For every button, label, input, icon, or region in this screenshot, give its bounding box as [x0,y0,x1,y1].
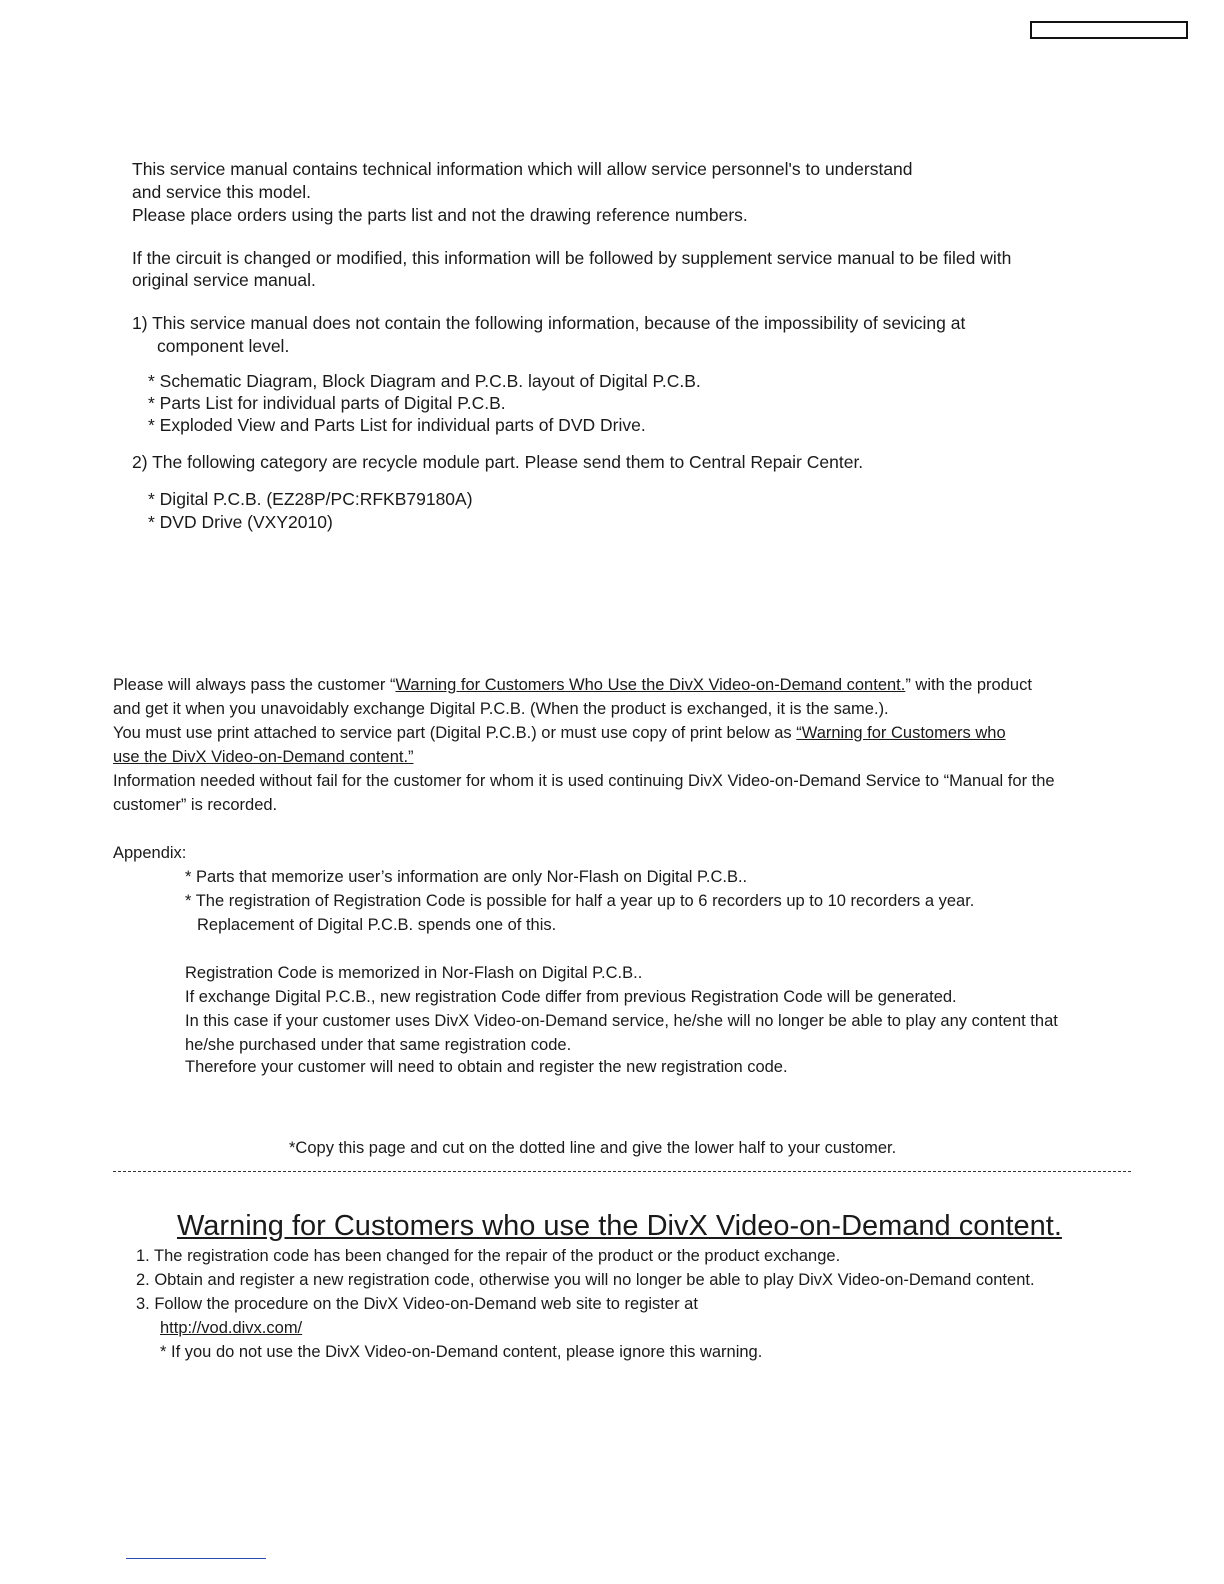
appendix-heading: Appendix: [113,844,187,862]
appendix-bullet-continuation: Replacement of Digital P.C.B. spends one of this. [197,916,557,934]
intro-line-5: original service manual. [132,270,316,290]
warning-note: * If you do not use the DivX Video-on-Demand content, please ignore this warning. [160,1343,763,1361]
notice-line-6: customer” is recorded. [113,796,278,814]
warning-item: 1. The registration code has been changed for the repair of the product or the product exchange. [136,1247,841,1265]
dotted-cut-line [113,1171,1131,1172]
item1-bullet: * Parts List for individual parts of Digital P.C.B. [148,393,506,413]
item1-bullet: * Exploded View and Parts List for individual parts of DVD Drive. [148,415,646,435]
warning-title: Warning for Customers who use the DivX Video-on-Demand content. [177,1210,1062,1242]
notice-line-5: Information needed without fail for the customer for whom it is used continuing DivX Video-on-Demand Service to “Manual for the [113,772,1055,790]
intro-line-2: and service this model. [132,182,311,202]
item2-bullet: * DVD Drive (VXY2010) [148,512,333,532]
item1-line-1: 1) This service manual does not contain the following information, because of the impossibility of sevicing at [132,313,966,333]
footer-link-line [126,1558,266,1559]
page-number-box [1030,21,1188,39]
appendix-paragraph: Registration Code is memorized in Nor-Flash on Digital P.C.B.. [185,964,643,982]
item1-bullet: * Schematic Diagram, Block Diagram and P.C.B. layout of Digital P.C.B. [148,371,701,391]
notice-line-1: Please will always pass the customer “Warning for Customers Who Use the DivX Video-on-Demand content.” with the product [113,676,1032,694]
notice-line-3: You must use print attached to service part (Digital P.C.B.) or must use copy of print below as “Warning for Customers who [113,724,1006,742]
divx-url-link[interactable]: http://vod.divx.com/ [160,1319,303,1337]
appendix-bullet: * The registration of Registration Code is possible for half a year up to 6 recorders up to 10 recorders a year. [185,892,975,910]
warning-item: 2. Obtain and register a new registration code, otherwise you will no longer be able to play DivX Video-on-Demand content. [136,1271,1035,1289]
warning-title-reference: Warning for Customers Who Use the DivX Video-on-Demand content. [395,676,906,694]
appendix-paragraph: In this case if your customer uses DivX Video-on-Demand service, he/she will no longer be able to play any content that [185,1012,1058,1030]
notice-line-4: use the DivX Video-on-Demand content.” [113,748,414,766]
intro-line-1: This service manual contains technical information which will allow service personnel's to understand [132,159,913,179]
appendix-paragraph: If exchange Digital P.C.B., new registration Code differ from previous Registration Code will be generated. [185,988,957,1006]
item2-line-1: 2) The following category are recycle module part. Please send them to Central Repair Center. [132,452,864,472]
warning-item: 3. Follow the procedure on the DivX Video-on-Demand web site to register at [136,1295,698,1313]
item1-line-2: component level. [157,336,290,356]
notice-line-2: and get it when you unavoidably exchange Digital P.C.B. (When the product is exchanged, it is the same.). [113,700,889,718]
item2-bullet: * Digital P.C.B. (EZ28P/PC:RFKB79180A) [148,489,473,509]
intro-line-3: Please place orders using the parts list and not the drawing reference numbers. [132,205,748,225]
appendix-bullet: * Parts that memorize user’s information are only Nor-Flash on Digital P.C.B.. [185,868,748,886]
cut-instruction: *Copy this page and cut on the dotted line and give the lower half to your customer. [289,1139,897,1157]
appendix-paragraph: he/she purchased under that same registration code. [185,1036,572,1054]
intro-line-4: If the circuit is changed or modified, this information will be followed by supplement service manual to be filed with [132,248,1012,268]
warning-title-reference: “Warning for Customers who [796,724,1006,742]
appendix-paragraph: Therefore your customer will need to obtain and register the new registration code. [185,1058,788,1076]
